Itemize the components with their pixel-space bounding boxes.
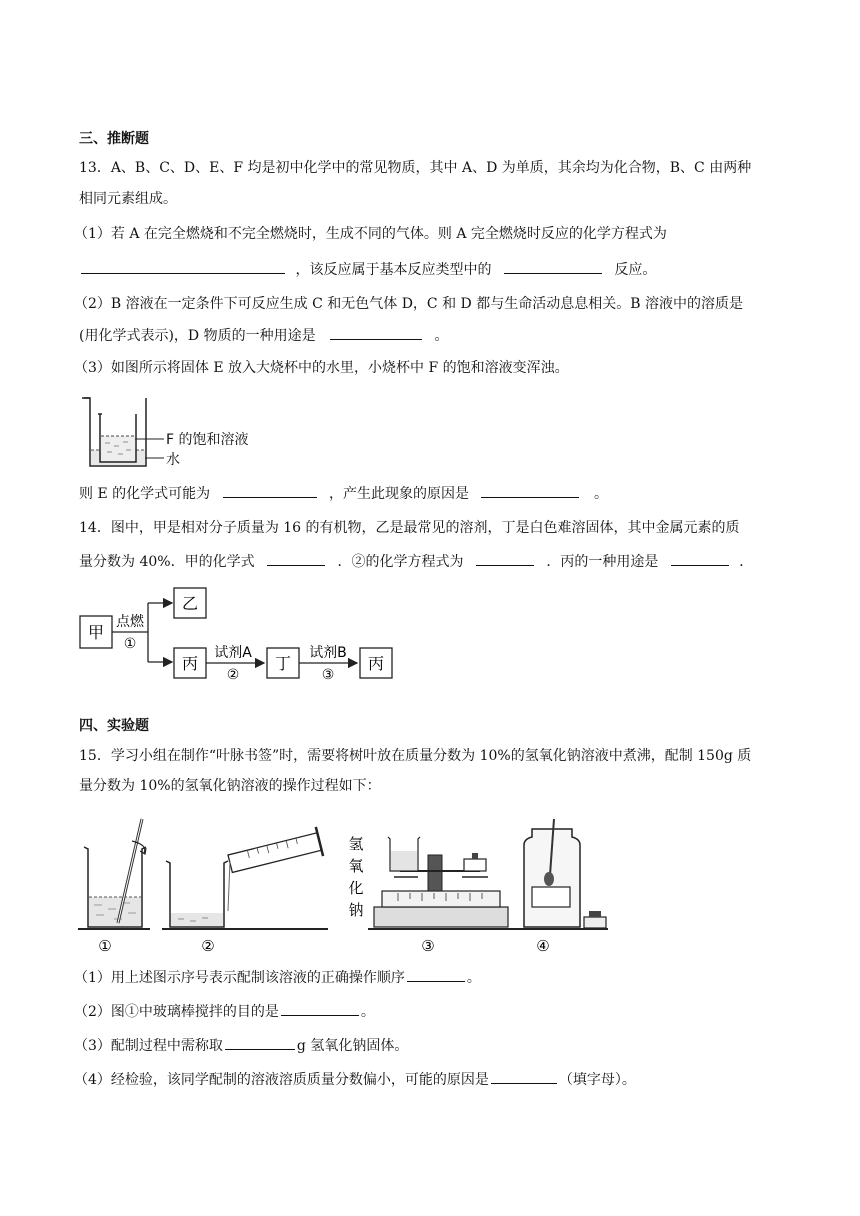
answer-blank[interactable] (225, 1035, 295, 1050)
section-title-experiment: 四、实验题 (79, 718, 149, 734)
answer-blank[interactable] (81, 259, 285, 274)
operation-4-reagent-bottle (510, 819, 608, 929)
q13-line1: 13．A、B、C、D、E、F 均是初中化学中的常见物质，其中 A、D 为单质，其余均为化合物，B、C 由两种 (79, 160, 752, 176)
q15-step3: （3）配制过程中需称取 g 氢氧化钠固体。 (74, 1035, 408, 1056)
answer-blank[interactable] (407, 967, 465, 982)
answer-blank[interactable] (267, 551, 325, 566)
q13-part3-line2: 则 E 的化学式可能为 ，产生此现象的原因是 。 (79, 483, 608, 504)
label-step3: ③ (321, 667, 335, 683)
q15-step2: （2）图①中玻璃棒搅拌的目的是 。 (74, 1001, 375, 1022)
label-reagent-b: 试剂B (309, 645, 347, 661)
q13-part2-line2: (用化学式表示)，D 物质的一种用途是 。 (79, 325, 449, 346)
fig-label-2: ② (201, 937, 215, 955)
label-step2: ② (226, 667, 240, 683)
reaction-flow-diagram (78, 586, 398, 686)
answer-blank[interactable] (491, 1069, 557, 1084)
label-dianran: 点燃 (116, 614, 144, 630)
label-step1: ① (123, 636, 137, 652)
naoh-char-1: 氢 (348, 835, 364, 853)
text-jia: 甲 (87, 623, 105, 642)
q14-line1: 14．图中，甲是相对分子质量为 16 的有机物，乙是最常见的溶剂，丁是白色难溶固体，其中金属元素的质 (79, 520, 740, 536)
naoh-char-2: 氧 (348, 857, 364, 875)
operation-3-weighing (348, 835, 512, 929)
answer-blank[interactable] (481, 483, 579, 498)
lab-operations-figure (78, 815, 618, 957)
naoh-char-3: 化 (348, 879, 364, 897)
q15-line2: 量分数为 10%的氢氧化钠溶液的操作过程如下： (79, 778, 381, 794)
q13-part3-line1: （3）如图所示将固体 E 放入大烧杯中的水里，小烧杯中 F 的饱和溶液变浑浊。 (74, 360, 569, 376)
q13-part1-line1: （1）若 A 在完全燃烧和不完全燃烧时，生成不同的气体。则 A 完全燃烧时反应的化学方程式为 (74, 226, 667, 242)
label-water: 水 (166, 452, 180, 468)
operation-1-stirring (78, 819, 150, 929)
answer-blank[interactable] (223, 483, 317, 498)
fig-label-4: ④ (536, 937, 550, 955)
q15-line1: 15．学习小组在制作“叶脉书签”时，需要将树叶放在质量分数为 10%的氢氧化钠溶液中煮沸，配制 150g 质 (79, 748, 752, 764)
label-reagent-a: 试剂A (214, 645, 252, 661)
text-bing: 丙 (181, 654, 199, 673)
q15-step1: （1）用上述图示序号表示配制该溶液的正确操作顺序 。 (74, 967, 481, 988)
section-title-inference: 三、推断题 (79, 131, 149, 147)
label-f-solution: F 的饱和溶液 (166, 432, 249, 448)
q13-line2: 相同元素组成。 (79, 191, 177, 207)
q13-part1-line2: ，该反应属于基本反应类型中的 反应。 (79, 259, 656, 280)
q15-step4: （4）经检验，该同学配制的溶液溶质质量分数偏小，可能的原因是 （填字母）。 (74, 1069, 636, 1090)
answer-blank[interactable] (330, 325, 422, 340)
fig-label-1: ① (98, 937, 112, 955)
operation-2-pouring (162, 827, 328, 929)
q14-line2: 量分数为 40%．甲的化学式 ．②的化学方程式为 ．丙的一种用途是 ． (79, 551, 753, 572)
answer-blank[interactable] (671, 551, 729, 566)
naoh-char-4: 钠 (348, 901, 364, 919)
text-ding: 丁 (274, 654, 292, 673)
answer-blank[interactable] (281, 1001, 359, 1016)
q13-part2-line1: （2）B 溶液在一定条件下可反应生成 C 和无色气体 D，C 和 D 都与生命活动息息相关。B 溶液中的溶质是 (74, 296, 743, 312)
fig-label-3: ③ (421, 937, 435, 955)
answer-blank[interactable] (476, 551, 534, 566)
text-bing-2: 丙 (367, 654, 385, 673)
text-yi: 乙 (181, 594, 199, 613)
answer-blank[interactable] (504, 259, 602, 274)
beaker-figure-q13 (80, 394, 270, 470)
